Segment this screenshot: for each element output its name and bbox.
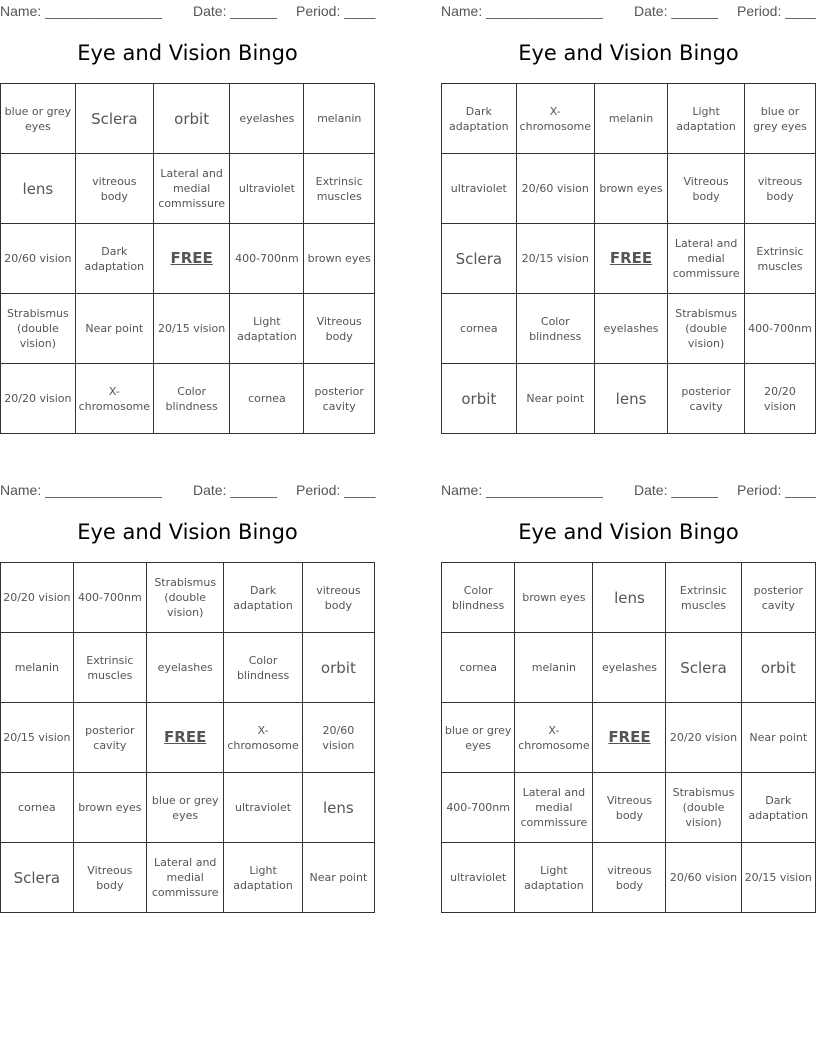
bingo-cell: 20/60 vision: [1, 224, 76, 294]
grid-row: [442, 364, 816, 434]
bingo-cell: Strabismus (double vision): [147, 563, 224, 633]
grid-row: [442, 84, 816, 154]
bingo-cell: Dark adaptation: [741, 773, 815, 843]
student-info-header: [441, 482, 816, 498]
bingo-cell: Light adaptation: [230, 294, 304, 364]
bingo-cell: 20/20 vision: [745, 364, 816, 434]
period-label: Period: ____: [296, 3, 376, 19]
card-title: Eye and Vision Bingo: [77, 520, 298, 544]
bingo-cell: Vitreous body: [668, 154, 745, 224]
bingo-cell: Near point: [741, 703, 815, 773]
bingo-cell: 20/15 vision: [741, 843, 815, 913]
bingo-cell: 400-700nm: [442, 773, 515, 843]
bingo-cell: 20/15 vision: [516, 224, 594, 294]
bingo-cell: lens: [1, 154, 76, 224]
bingo-cell: X-chromosome: [75, 364, 153, 434]
student-info-header: [441, 3, 816, 19]
bingo-cell: eyelashes: [147, 633, 224, 703]
bingo-cell: blue or grey eyes: [442, 703, 515, 773]
bingo-cell: 20/20 vision: [1, 563, 74, 633]
card-title: Eye and Vision Bingo: [77, 41, 298, 65]
bingo-cell: lens: [302, 773, 374, 843]
period-label: Period: ____: [296, 482, 376, 498]
bingo-card-2: [441, 0, 816, 435]
bingo-card-3: [0, 479, 375, 914]
bingo-cell: 400-700nm: [73, 563, 146, 633]
grid-row: [442, 633, 816, 703]
bingo-cell: Near point: [302, 843, 374, 913]
period-label: Period: ____: [737, 482, 816, 498]
bingo-grid: [0, 562, 375, 913]
grid-row: [442, 224, 816, 294]
grid-row: [1, 563, 375, 633]
bingo-cell: Sclera: [75, 84, 153, 154]
bingo-cell: 400-700nm: [230, 224, 304, 294]
bingo-cell: Dark adaptation: [224, 563, 302, 633]
bingo-grid: [0, 83, 375, 434]
grid-row: [442, 773, 816, 843]
bingo-cell: Lateral and medial commissure: [515, 773, 593, 843]
bingo-cell: melanin: [594, 84, 667, 154]
bingo-cell: Light adaptation: [668, 84, 745, 154]
bingo-cell: Lateral and medial commissure: [668, 224, 745, 294]
bingo-grid: [441, 562, 816, 913]
name-label: Name: _______________: [0, 3, 162, 19]
free-space-cell: FREE: [593, 703, 666, 773]
grid-row: [442, 703, 816, 773]
bingo-cell: Near point: [75, 294, 153, 364]
bingo-cell: vitreous body: [593, 843, 666, 913]
bingo-cell: 20/20 vision: [666, 703, 741, 773]
bingo-cell: posterior cavity: [304, 364, 375, 434]
bingo-cell: Extrinsic muscles: [666, 563, 741, 633]
grid-row: [1, 843, 375, 913]
bingo-cell: posterior cavity: [73, 703, 146, 773]
bingo-cell: Lateral and medial commissure: [147, 843, 224, 913]
name-label: Name: _______________: [0, 482, 162, 498]
bingo-cell: Light adaptation: [515, 843, 593, 913]
bingo-cell: cornea: [442, 633, 515, 703]
bingo-cell: cornea: [230, 364, 304, 434]
grid-row: [1, 633, 375, 703]
bingo-cell: melanin: [304, 84, 375, 154]
free-space-cell: FREE: [153, 224, 230, 294]
bingo-cell: Strabismus (double vision): [1, 294, 76, 364]
bingo-cell: ultraviolet: [442, 154, 517, 224]
bingo-cell: vitreous body: [75, 154, 153, 224]
name-label: Name: _______________: [441, 482, 603, 498]
bingo-cell: melanin: [515, 633, 593, 703]
grid-row: [1, 703, 375, 773]
bingo-cell: Vitreous body: [304, 294, 375, 364]
bingo-cell: Strabismus (double vision): [666, 773, 741, 843]
bingo-cell: eyelashes: [594, 294, 667, 364]
bingo-cell: orbit: [153, 84, 230, 154]
bingo-cell: Dark adaptation: [75, 224, 153, 294]
bingo-cell: Sclera: [442, 224, 517, 294]
bingo-cell: brown eyes: [515, 563, 593, 633]
bingo-cell: Near point: [516, 364, 594, 434]
card-title: Eye and Vision Bingo: [518, 520, 739, 544]
bingo-cell: 20/60 vision: [302, 703, 374, 773]
student-info-header: [0, 3, 380, 19]
bingo-cell: Vitreous body: [73, 843, 146, 913]
bingo-cell: posterior cavity: [668, 364, 745, 434]
grid-row: [1, 773, 375, 843]
date-label: Date: ______: [193, 482, 278, 498]
bingo-cell: Sclera: [666, 633, 741, 703]
bingo-cell: 20/60 vision: [666, 843, 741, 913]
bingo-cell: ultraviolet: [230, 154, 304, 224]
bingo-cell: brown eyes: [594, 154, 667, 224]
bingo-cell: eyelashes: [230, 84, 304, 154]
grid-row: [442, 563, 816, 633]
bingo-cell: Strabismus (double vision): [668, 294, 745, 364]
free-space-cell: FREE: [594, 224, 667, 294]
bingo-grid: [441, 83, 816, 434]
date-label: Date: ______: [634, 482, 719, 498]
grid-row: [1, 224, 375, 294]
grid-row: [442, 294, 816, 364]
bingo-cell: orbit: [442, 364, 517, 434]
bingo-cell: blue or grey eyes: [147, 773, 224, 843]
card-title: Eye and Vision Bingo: [518, 41, 739, 65]
bingo-cell: Dark adaptation: [442, 84, 517, 154]
grid-row: [1, 294, 375, 364]
bingo-cell: X-chromosome: [224, 703, 302, 773]
bingo-cell: Lateral and medial commissure: [153, 154, 230, 224]
bingo-cell: Extrinsic muscles: [304, 154, 375, 224]
bingo-cell: vitreous body: [745, 154, 816, 224]
bingo-cell: orbit: [302, 633, 374, 703]
bingo-cell: lens: [593, 563, 666, 633]
grid-row: [442, 843, 816, 913]
bingo-card-4: [441, 479, 816, 914]
bingo-cell: X-chromosome: [516, 84, 594, 154]
bingo-cell: eyelashes: [593, 633, 666, 703]
bingo-cell: X-chromosome: [515, 703, 593, 773]
bingo-card-1: [0, 0, 375, 435]
bingo-cell: ultraviolet: [224, 773, 302, 843]
bingo-cell: vitreous body: [302, 563, 374, 633]
bingo-cell: ultraviolet: [442, 843, 515, 913]
bingo-cell: cornea: [1, 773, 74, 843]
bingo-cell: 400-700nm: [745, 294, 816, 364]
student-info-header: [0, 482, 380, 498]
bingo-cell: blue or grey eyes: [745, 84, 816, 154]
bingo-cell: Extrinsic muscles: [73, 633, 146, 703]
bingo-cell: 20/60 vision: [516, 154, 594, 224]
bingo-cell: Light adaptation: [224, 843, 302, 913]
grid-row: [1, 154, 375, 224]
bingo-cell: Color blindness: [153, 364, 230, 434]
bingo-cell: Extrinsic muscles: [745, 224, 816, 294]
bingo-cell: melanin: [1, 633, 74, 703]
bingo-cell: cornea: [442, 294, 517, 364]
period-label: Period: ____: [737, 3, 816, 19]
bingo-cell: Color blindness: [224, 633, 302, 703]
date-label: Date: ______: [634, 3, 719, 19]
grid-row: [1, 84, 375, 154]
bingo-cell: Color blindness: [516, 294, 594, 364]
bingo-cell: 20/20 vision: [1, 364, 76, 434]
bingo-cell: brown eyes: [304, 224, 375, 294]
grid-row: [1, 364, 375, 434]
bingo-cell: blue or grey eyes: [1, 84, 76, 154]
bingo-cell: Vitreous body: [593, 773, 666, 843]
date-label: Date: ______: [193, 3, 278, 19]
bingo-cell: orbit: [741, 633, 815, 703]
bingo-cell: brown eyes: [73, 773, 146, 843]
free-space-cell: FREE: [147, 703, 224, 773]
bingo-cell: posterior cavity: [741, 563, 815, 633]
bingo-cell: 20/15 vision: [153, 294, 230, 364]
bingo-cell: Sclera: [1, 843, 74, 913]
name-label: Name: _______________: [441, 3, 603, 19]
bingo-cell: Color blindness: [442, 563, 515, 633]
bingo-cell: 20/15 vision: [1, 703, 74, 773]
grid-row: [442, 154, 816, 224]
bingo-cell: lens: [594, 364, 667, 434]
